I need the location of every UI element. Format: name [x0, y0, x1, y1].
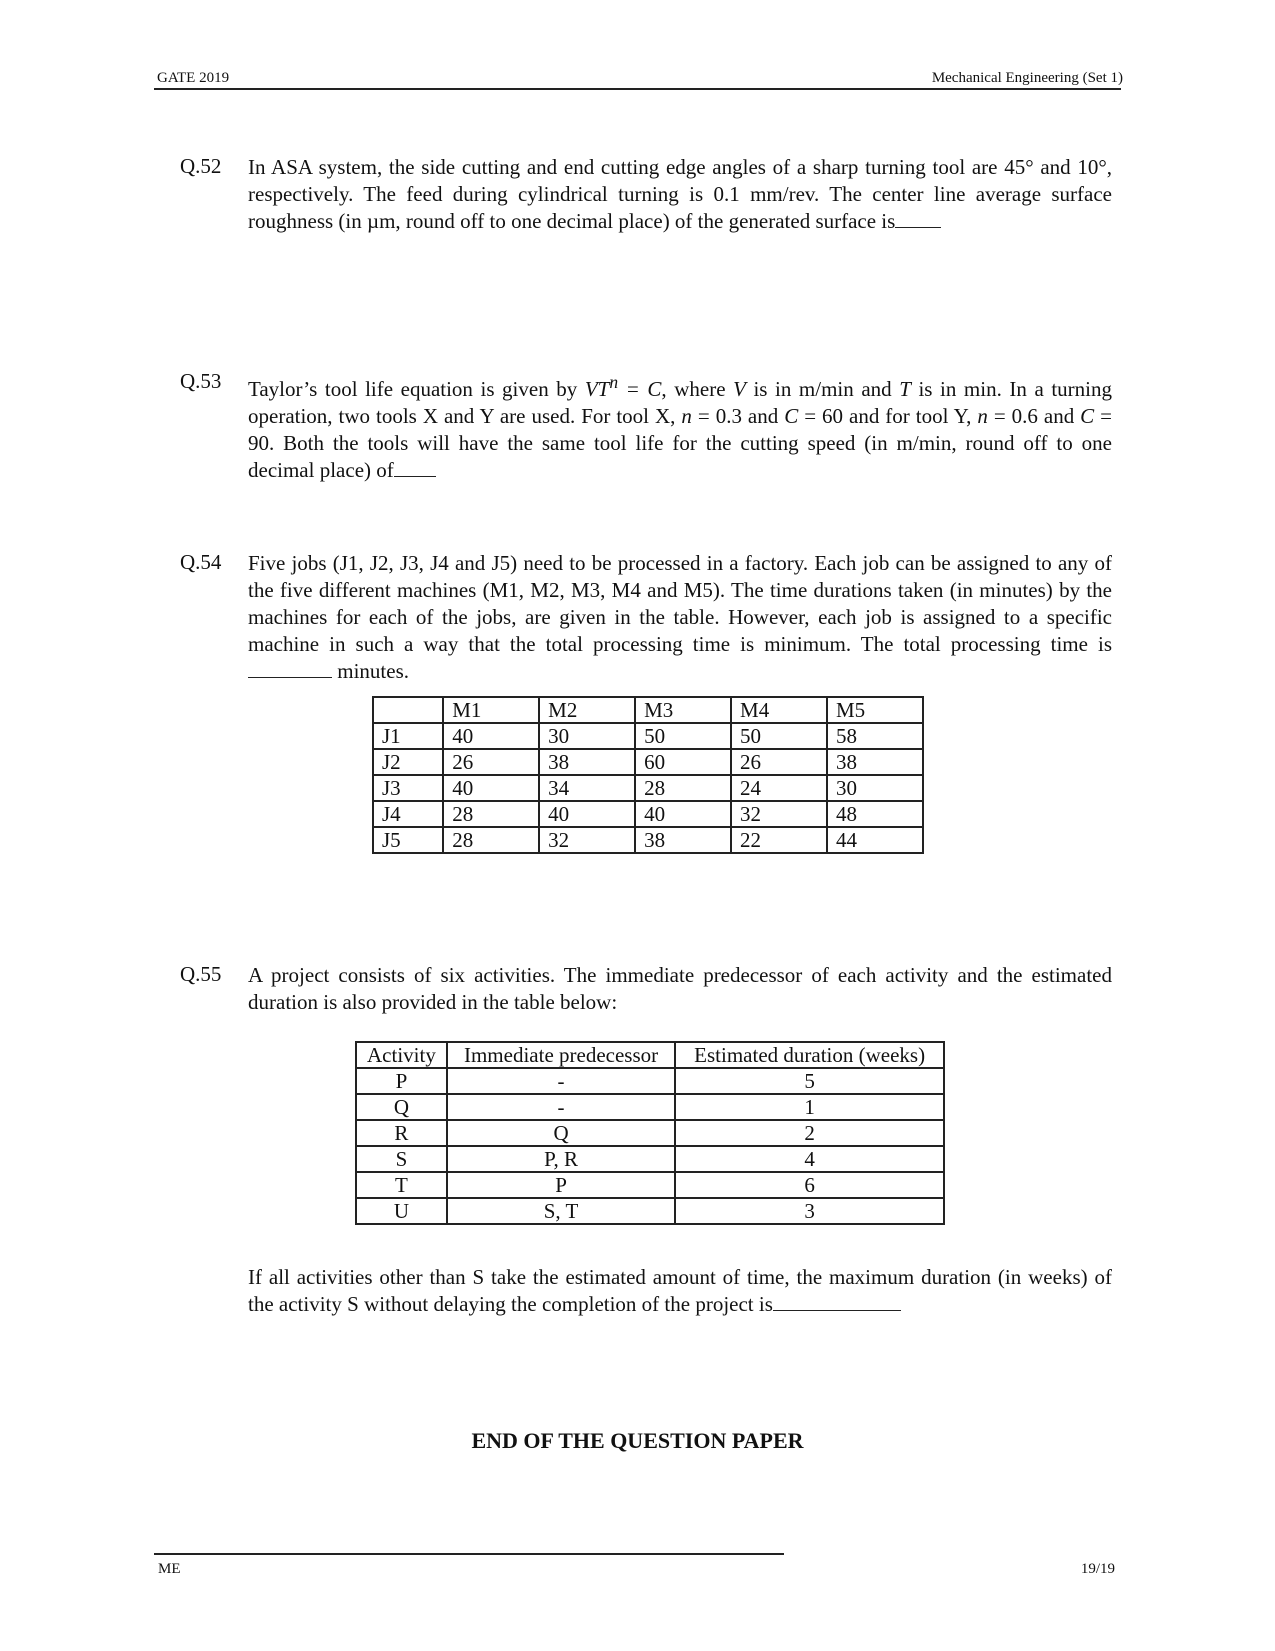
question-number: Q.54: [180, 550, 222, 574]
question-number: Q.55: [180, 962, 222, 986]
question-55-continuation: [180, 1264, 1112, 1318]
activity-table: [355, 1041, 945, 1225]
table-cell: Activity: [356, 1042, 447, 1068]
table-cell: 28: [443, 827, 539, 853]
table-cell: 4: [675, 1146, 944, 1172]
table-cell: M4: [731, 697, 827, 723]
table-cell: S: [356, 1146, 447, 1172]
footer-page-number: 19/19: [1080, 1561, 1115, 1577]
table-cell: 6: [675, 1172, 944, 1198]
table-cell: 28: [635, 775, 731, 801]
table-cell: P, R: [447, 1146, 675, 1172]
end-of-paper-text: END OF THE QUESTION PAPER: [471, 1428, 804, 1453]
question-text: Five jobs (J1, J2, J3, J4 and J5) need to be processed in a factory. Each job can be assigned to any of the five different machines (M1, M2, M3, M4 and M5). The time durations taken (in minutes) by the machines for each of the jobs, are given in the table. However, each job is assigned to a specific machine in such a way that the total processing time is minimum. The total processing time is minutes.: [248, 551, 1112, 683]
table-cell: M3: [635, 697, 731, 723]
table-cell: Immediate predecessor: [447, 1042, 675, 1068]
table-row: [356, 1146, 944, 1172]
table-cell: 30: [539, 723, 635, 749]
question-55: [180, 962, 1112, 1016]
table-cell: 48: [827, 801, 923, 827]
table-cell: J2: [373, 749, 443, 775]
table-cell: Q: [447, 1120, 675, 1146]
table-row: [373, 723, 923, 749]
table-cell: 40: [635, 801, 731, 827]
table-row: [373, 775, 923, 801]
table-row: [373, 749, 923, 775]
table-row: [373, 801, 923, 827]
table-cell: -: [447, 1094, 675, 1120]
question-text: In ASA system, the side cutting and end cutting edge angles of a sharp turning tool are 45° and 10°, respectively. The feed during cylindrical turning is 0.1 mm/rev. The center line average surface roughness (in µm, round off to one decimal place) of the generated surface is: [248, 155, 1112, 233]
footer-subject-code: ME: [158, 1561, 181, 1577]
table-cell: 22: [731, 827, 827, 853]
equation-vt: VT: [584, 377, 610, 401]
answer-blank: [895, 209, 941, 228]
table-cell: 60: [635, 749, 731, 775]
answer-blank: [248, 659, 332, 678]
footer-rule: [154, 1553, 784, 1555]
table-cell: 32: [539, 827, 635, 853]
question-number: Q.52: [180, 154, 222, 178]
question-52: [180, 154, 1112, 235]
answer-blank: [773, 1292, 901, 1311]
table-cell: 58: [827, 723, 923, 749]
question-text: A project consists of six activities. The immediate predecessor of each activity and the estimated duration is also provided in the table below:: [248, 963, 1112, 1014]
question-number: Q.53: [180, 369, 222, 393]
answer-blank: [394, 458, 436, 477]
job-machine-table: [372, 696, 924, 854]
table-cell: P: [447, 1172, 675, 1198]
table-cell: S, T: [447, 1198, 675, 1224]
header-exam-title: GATE 2019: [157, 70, 230, 86]
table-cell: J4: [373, 801, 443, 827]
table-cell: M1: [443, 697, 539, 723]
table-cell: 24: [731, 775, 827, 801]
question-54: [180, 550, 1112, 685]
table-cell: 26: [731, 749, 827, 775]
table-cell: R: [356, 1120, 447, 1146]
table-cell: 50: [635, 723, 731, 749]
table-cell: [373, 697, 443, 723]
question-text: If all activities other than S take the estimated amount of time, the maximum duration (in weeks) of the activity S without delaying the completion of the project is: [248, 1265, 1112, 1316]
table-cell: J3: [373, 775, 443, 801]
table-cell: 40: [539, 801, 635, 827]
table-cell: J5: [373, 827, 443, 853]
table-cell: M5: [827, 697, 923, 723]
table-cell: 38: [827, 749, 923, 775]
table-cell: J1: [373, 723, 443, 749]
table-header-row: [356, 1042, 944, 1068]
table-cell: 32: [731, 801, 827, 827]
table-cell: 3: [675, 1198, 944, 1224]
table-cell: 44: [827, 827, 923, 853]
table-row: [373, 827, 923, 853]
table-cell: 2: [675, 1120, 944, 1146]
table-cell: U: [356, 1198, 447, 1224]
table-cell: 40: [443, 775, 539, 801]
table-cell: 40: [443, 723, 539, 749]
table-cell: 38: [635, 827, 731, 853]
table-cell: 28: [443, 801, 539, 827]
table-cell: 38: [539, 749, 635, 775]
table-header-row: [373, 697, 923, 723]
table-row: [356, 1068, 944, 1094]
table-row: [356, 1172, 944, 1198]
table-row: [356, 1094, 944, 1120]
table-cell: Estimated duration (weeks): [675, 1042, 944, 1068]
table-cell: 34: [539, 775, 635, 801]
table-row: [356, 1120, 944, 1146]
table-cell: 30: [827, 775, 923, 801]
table-cell: Q: [356, 1094, 447, 1120]
table-cell: M2: [539, 697, 635, 723]
table-cell: T: [356, 1172, 447, 1198]
table-cell: P: [356, 1068, 447, 1094]
table-cell: 26: [443, 749, 539, 775]
table-cell: 50: [731, 723, 827, 749]
question-53: [180, 369, 1112, 484]
question-text: Taylor’s tool life equation is given by $VT^n = C$, where V is in m/min and T is in min. In a turning operation, two tools X and Y are used. For tool X, n = 0.3 and C = 60 and for tool Y, n = 0.6 and C = 90. Both the tools will have the same tool life for the cutting speed (in m/min, round off to one decimal place) of: [248, 372, 1113, 482]
header-paper-name: Mechanical Engineering (Set 1): [931, 70, 1123, 86]
table-cell: 1: [675, 1094, 944, 1120]
table-row: [356, 1198, 944, 1224]
table-cell: 5: [675, 1068, 944, 1094]
header-rule: [154, 88, 1121, 90]
table-cell: -: [447, 1068, 675, 1094]
